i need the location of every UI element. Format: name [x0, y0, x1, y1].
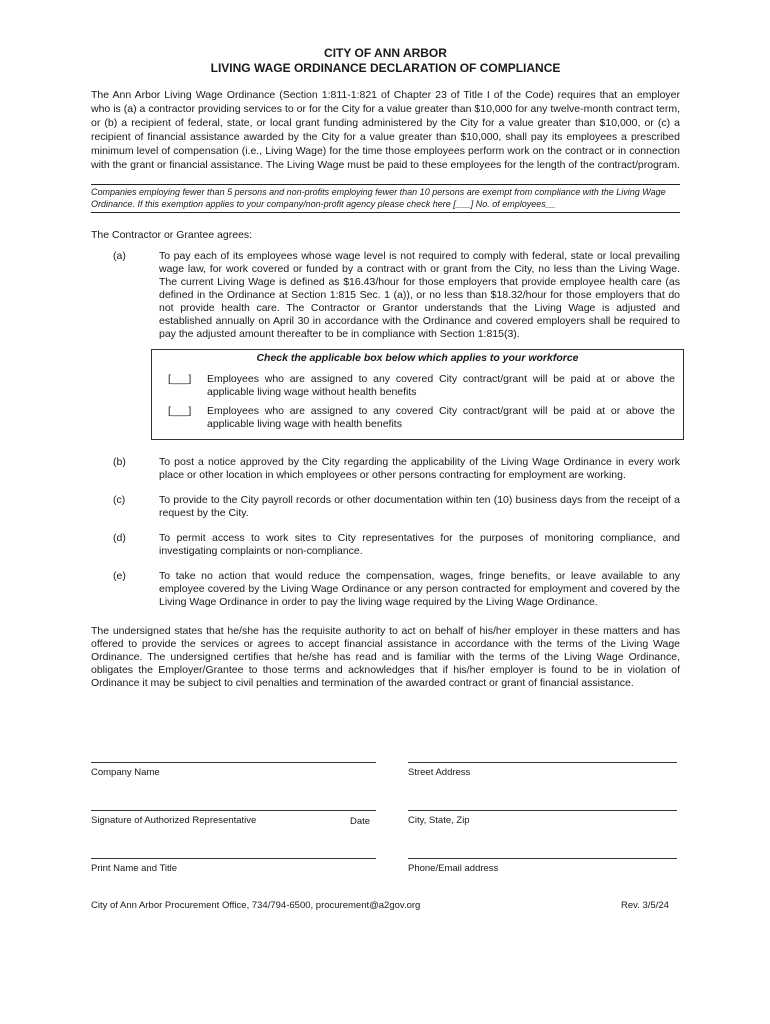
street-address-label: Street Address — [408, 767, 471, 778]
agreement-item-e — [91, 570, 680, 609]
signature-line[interactable] — [408, 810, 677, 811]
intro-paragraph: The Ann Arbor Living Wage Ordinance (Section 1:811-1:821 of Chapter 23 of Title I of the Code) requires that an employer who is (a) a contractor providing services to or for the City for a value greater than $10,000 for any twelve-month contract term, or (b) a recipient of federal, state, or local grant funding administered by the City for a value greater than $10,000, or (c) a recipient of financial assistance awarded by the City for a value greater than $10,000, shall pay its employees a prescribed minimum level of compensation (i.e., Living Wage) for the time those employees perform work on the contract or in connection with the grant or financial assistance. The Living Wage must be paid to these employees for the length of the contract/program. — [91, 89, 680, 171]
city-state-zip-field[interactable] — [408, 810, 677, 827]
item-text: To post a notice approved by the City regarding the applicability of the Living Wage Ordinance in every work place or other location in which employees or other persons contracting for employment are working. — [159, 456, 680, 481]
signature-line[interactable] — [408, 762, 677, 763]
item-label: (c) — [113, 494, 126, 506]
footer-revision: Rev. 3/5/24 — [621, 900, 669, 911]
workforce-checkbox-panel — [151, 349, 684, 440]
signature-line[interactable] — [408, 858, 677, 859]
workforce-option-without-health[interactable] — [160, 373, 675, 399]
closing-certification: The undersigned states that he/she has the requisite authority to act on behalf of his/her employer in these matters and has offered to provide the services or agrees to accept financial assistance in accordance with the terms of the Living Wage Ordinance. The undersigned certifies that he/she has read and is familiar with the terms of the Living Wage Ordinance, obligates the Employer/Grantee to those terms and acknowledges that if his/her employer is found to be in violation of Ordinance it may be subject to civil penalties and termination of the awarded contract or grant of financial assistance. — [91, 625, 680, 689]
agrees-label: The Contractor or Grantee agrees: — [91, 229, 253, 241]
agreement-item-a — [91, 250, 680, 341]
phone-email-label: Phone/Email address — [408, 863, 499, 874]
item-text: To pay each of its employees whose wage level is not required to comply with federal, state or local prevailing wage law, for work covered or funded by a contract with or grant from the City, no less than the Living Wage. The current Living Wage is defined as $16.43/hour for those employers that provide employee health care (as defined in the Ordinance at Section 1:815 Sec. 1 (a)), or no less than $18.32/hour for those employers that do not provide health care. The Contractor or Grantor understands that the Living Wage is adjusted and established annually on April 30 in accordance with the Ordinance and covered employers shall be required to pay the adjusted amount thereafter to be in compliance with Section 1:815(3). — [159, 250, 680, 340]
item-label: (d) — [113, 532, 126, 544]
signature-line[interactable] — [91, 810, 376, 811]
company-name-label: Company Name — [91, 767, 160, 778]
print-name-field[interactable] — [91, 858, 376, 875]
signature-field[interactable] — [91, 810, 376, 827]
document-title — [91, 46, 680, 76]
footer-office: City of Ann Arbor Procurement Office, 734/794-6500, procurement@a2gov.org — [91, 900, 421, 911]
item-label: (e) — [113, 570, 126, 582]
signature-label: Signature of Authorized Representative — [91, 815, 257, 826]
title-line-1: CITY OF ANN ARBOR — [324, 46, 447, 60]
signature-line[interactable] — [91, 858, 376, 859]
checkbox-bracket[interactable]: [___] — [168, 373, 192, 385]
option-text: Employees who are assigned to any covered City contract/grant will be paid at or above the applicable living wage without health benefits — [207, 373, 675, 398]
checkbox-bracket[interactable]: [___] — [168, 405, 192, 417]
item-text: To permit access to work sites to City representatives for the purposes of monitoring compliance, and investigating complaints or non-compliance. — [159, 532, 680, 557]
item-text: To provide to the City payroll records or other documentation within ten (10) business days from the receipt of a request by the City. — [159, 494, 680, 519]
title-line-2: LIVING WAGE ORDINANCE DECLARATION OF COMPLIANCE — [210, 61, 561, 75]
document-page — [91, 46, 680, 690]
agreement-item-d — [91, 532, 680, 558]
company-name-field[interactable] — [91, 762, 376, 779]
phone-email-field[interactable] — [408, 858, 677, 875]
item-label: (a) — [113, 250, 126, 262]
option-text: Employees who are assigned to any covered City contract/grant will be paid at or above the applicable living wage with health benefits — [207, 405, 675, 430]
agreement-item-c — [91, 494, 680, 520]
signature-line[interactable] — [91, 762, 376, 763]
agreement-item-b — [91, 456, 680, 482]
workforce-option-with-health[interactable] — [160, 405, 675, 431]
city-state-zip-label: City, State, Zip — [408, 815, 470, 826]
print-name-label: Print Name and Title — [91, 863, 178, 874]
item-text: To take no action that would reduce the compensation, wages, fringe benefits, or leave available to any employee covered by the Living Wage Ordinance or any person contracted for employment and covered by the Living Wage Ordinance in order to pay the living wage required by the Living Wage Ordinance. — [159, 570, 680, 608]
workforce-heading: Check the applicable box below which applies to your workforce — [256, 352, 579, 364]
exemption-notice: Companies employing fewer than 5 persons and non-profits employing fewer than 10 persons are exempt from compliance with the Living Wage Ordinance. If this exemption applies to your company/non-profit agency please check here [___] No. of employees__ — [91, 184, 680, 213]
date-label: Date — [350, 816, 371, 827]
item-label: (b) — [113, 456, 126, 468]
street-address-field[interactable] — [408, 762, 677, 779]
